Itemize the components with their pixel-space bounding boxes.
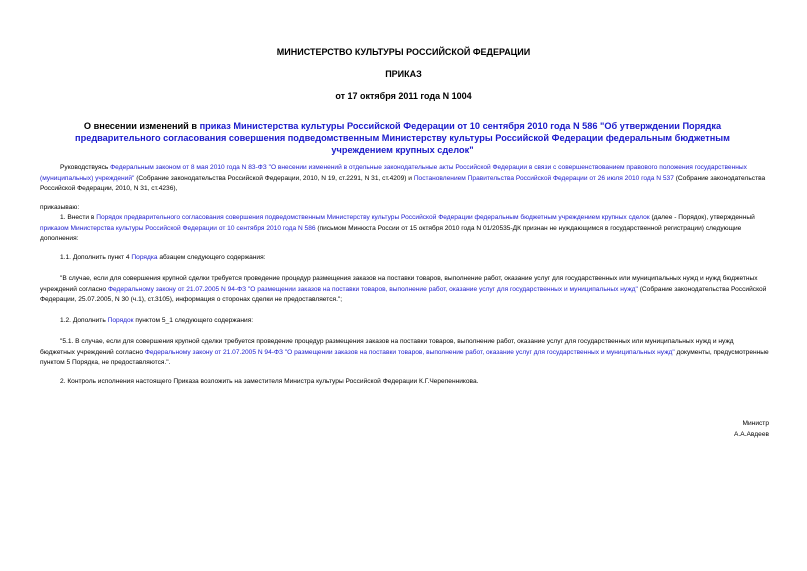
- preamble-text-1: Руководствуясь: [60, 164, 111, 171]
- preamble-text-2: (Собрание законодательства Российской Федерации, 2010, N 19, ст.2291, N 31, ст.4209) и: [134, 174, 414, 182]
- link-government-resolution-537[interactable]: Постановлением Правительства Российской Федерации от 26 июля 2010 года N 537: [413, 174, 674, 182]
- preamble-text-3: (Собрание законодательства Российской Федерации, 2010, N 31, ст.4236),: [40, 174, 766, 192]
- item-1-2-text-2: пунктом 5_1 следующего содержания:: [133, 317, 254, 324]
- item-1-text-1: 1. Внести в: [60, 214, 97, 221]
- link-procedure-item-4[interactable]: Порядка: [131, 254, 158, 261]
- item-1-2-paragraph: [40, 316, 769, 327]
- signature-position: Министр: [742, 420, 769, 427]
- link-procedure-item-5-1[interactable]: Порядок: [107, 317, 134, 324]
- quote-1-paragraph: [40, 274, 769, 306]
- order-word: приказываю:: [40, 204, 80, 211]
- link-procedure[interactable]: Порядок предварительного согласования совершения подведомственным Министерству культуры Российской Федерации федеральным бюджетным учреждением крупных сделок: [96, 214, 650, 221]
- item-2-text: 2. Контроль исполнения настоящего Приказа возложить на заместителя Министра культуры Российской Федерации К.Г.Черепенникова.: [60, 378, 479, 385]
- quote-2-text-2: документы, предусмотренные пунктом 5 Порядка, не предоставляются.".: [40, 348, 769, 366]
- document-date-number: от 17 октября 2011 года N 1004: [335, 91, 472, 101]
- item-1-1-text-1: 1.1. Дополнить пункт 4: [60, 254, 132, 261]
- item-1-text-3: (письмом Минюста России от 15 октября 2010 года N 01/20535-ДК признан не нуждающимся в государственной регистрации) следующие дополнения:: [40, 224, 742, 242]
- signature-name: А.А.Авдеев: [734, 431, 769, 438]
- item-1-paragraph: [40, 213, 769, 245]
- item-1-2-text-1: 1.2. Дополнить: [60, 317, 108, 324]
- ministry-heading: МИНИСТЕРСТВО КУЛЬТУРЫ РОССИЙСКОЙ ФЕДЕРАЦИИ: [276, 47, 531, 57]
- link-order-586[interactable]: приказом Министерства культуры Российской Федерации от 10 сентября 2010 года N 586: [40, 224, 316, 232]
- item-2-paragraph: [40, 377, 769, 388]
- item-1-text-2: (далее - Порядок), утвержденный: [649, 214, 755, 221]
- document-type-heading: ПРИКАЗ: [385, 69, 422, 79]
- item-1-1-paragraph: [40, 253, 769, 264]
- quote-1-text-1: "В случае, если для совершения крупной сделки требуется проведение процедур размещения заказов на поставки товаров, выполнение работ, оказание услуг для государственных или муниципальных нужд и нужд бюджетных учреждений согласно: [40, 275, 758, 293]
- link-federal-law-94fz[interactable]: Федеральному закону от 21.07.2005 N 94-ФЗ "О размещении заказов на поставки товаров, выполнение работ, оказание услуг для государственных и муниципальных нужд": [108, 285, 638, 293]
- quote-2-paragraph: [40, 337, 769, 369]
- quote-1-text-2: (Собрание законодательства Российской Федерации, 25.07.2005, N 30 (ч.1), ст.3105), информация о сторонах сделки не предоставляется.";: [40, 285, 767, 303]
- preamble-paragraph: [40, 163, 769, 195]
- title-link-order-586[interactable]: приказ Министерства культуры Российской Федерации от 10 сентября 2010 года N 586 "Об утверждении Порядка предварительного согласования совершения подведомственным Министерству культуры Российской Федерации федеральным бюджетным учреждением крупных сделок": [75, 121, 730, 155]
- quote-2-text-1: "5.1. В случае, если для совершения крупной сделки требуется проведение процедур размещения заказов на поставки товаров, выполнение работ, оказание услуг для государственных или муниципальных нужд и нужд бюджетных учреждений согласно: [40, 338, 734, 356]
- link-federal-law-94fz-2[interactable]: Федеральному закону от 21.07.2005 N 94-ФЗ "О размещении заказов на поставки товаров, выполнение работ, оказание услуг для государственных и муниципальных нужд": [144, 348, 675, 356]
- link-federal-law-83fz[interactable]: Федеральным законом от 8 мая 2010 года N 83-ФЗ "О внесении изменений в отдельные законодательные акты Российской Федерации в связи с совершенствованием правового положения государственных (муниципальных) учреждений": [40, 164, 747, 182]
- title-text: О внесении изменений в: [83, 121, 200, 131]
- document-title: [48, 120, 757, 156]
- item-1-1-text-2: абзацем следующего содержания:: [157, 254, 266, 261]
